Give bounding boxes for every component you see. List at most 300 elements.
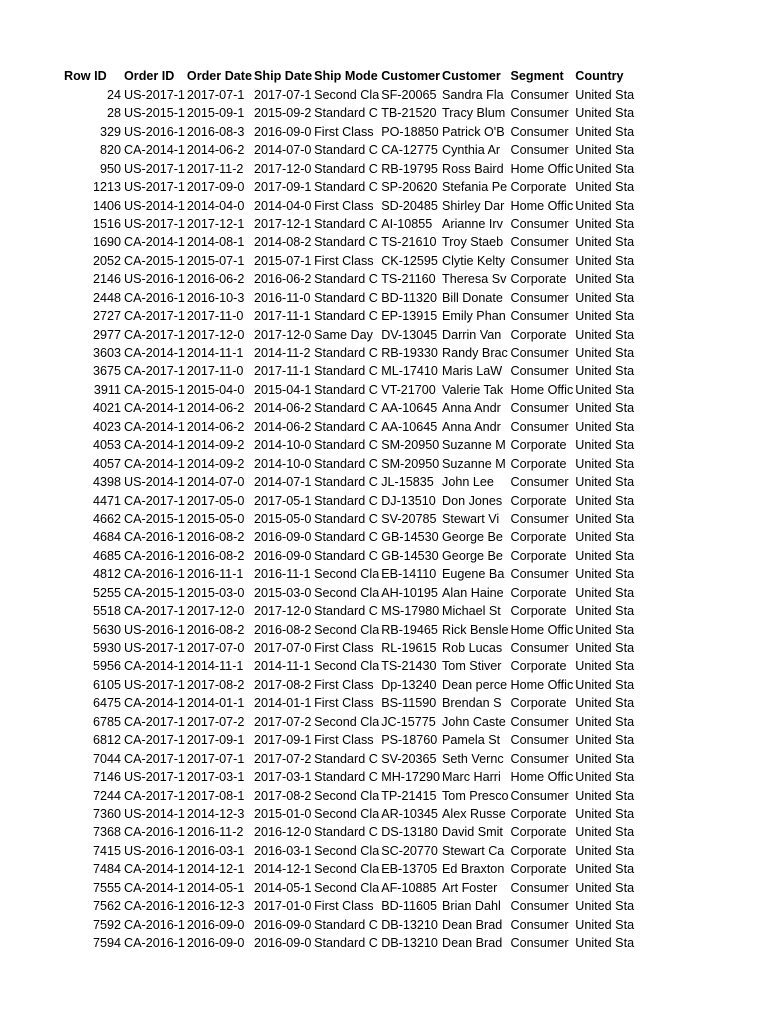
cell-segment[interactable]: Corporate — [510, 604, 567, 619]
cell-customer-id[interactable]: TS-21160 — [381, 272, 436, 287]
cell-ship-mode[interactable]: Second Cla — [314, 880, 380, 895]
cell-segment[interactable]: Consumer — [510, 936, 569, 950]
cell-customer-name[interactable]: Stewart Vi — [442, 511, 500, 526]
cell-order-date[interactable]: 2014-08-1 — [186, 235, 245, 250]
cell-ship-mode[interactable]: First Class — [314, 641, 374, 655]
cell-ship-date[interactable]: 2016-06-2 — [254, 272, 312, 287]
cell-ship-mode[interactable]: Second Cla — [314, 714, 380, 729]
cell-row-id[interactable]: 24 — [106, 87, 121, 102]
cell-ship-date[interactable]: 2014-10-0 — [254, 438, 312, 453]
cell-order-id[interactable]: US-2017-1 — [124, 677, 185, 692]
cell-order-id[interactable]: CA-2017-1 — [124, 327, 185, 342]
cell-row-id[interactable]: 5930 — [92, 641, 121, 655]
cell-country[interactable]: United Sta — [575, 216, 635, 231]
cell-row-id[interactable]: 4812 — [92, 567, 121, 582]
cell-ship-date[interactable]: 2014-07-1 — [254, 475, 312, 490]
cell-order-id[interactable]: US-2017-1 — [124, 161, 185, 176]
cell-customer-id[interactable]: RB-19330 — [381, 346, 438, 360]
cell-ship-mode[interactable]: Standard C — [314, 419, 378, 434]
cell-ship-mode[interactable]: First Class — [314, 124, 374, 139]
cell-order-id[interactable]: CA-2017-1 — [124, 493, 185, 508]
cell-order-date[interactable]: 2014-09-2 — [186, 438, 245, 453]
cell-segment[interactable]: Corporate — [510, 862, 567, 877]
cell-country[interactable]: United Sta — [575, 641, 635, 655]
cell-customer-id[interactable]: TS-21610 — [381, 235, 437, 250]
cell-customer-name[interactable]: Rob Lucas — [442, 641, 503, 655]
cell-customer-id[interactable]: BD-11605 — [381, 899, 437, 914]
cell-order-date[interactable]: 2017-09-1 — [186, 733, 245, 748]
cell-ship-mode[interactable]: Standard C — [314, 401, 378, 416]
cell-order-date[interactable]: 2016-11-2 — [186, 825, 244, 840]
cell-ship-mode[interactable]: Standard C — [314, 180, 378, 195]
cell-ship-date[interactable]: 2016-09-0 — [254, 917, 312, 932]
cell-order-id[interactable]: CA-2016-1 — [124, 899, 185, 914]
cell-ship-mode[interactable]: Standard C — [314, 290, 378, 305]
cell-row-id[interactable]: 4398 — [92, 475, 121, 490]
cell-row-id[interactable]: 4471 — [92, 493, 121, 508]
cell-segment[interactable]: Home Offic — [510, 677, 574, 692]
cell-segment[interactable]: Corporate — [510, 530, 567, 545]
cell-order-date[interactable]: 2016-08-3 — [186, 124, 245, 139]
cell-ship-date[interactable]: 2016-08-2 — [254, 622, 312, 637]
cell-ship-mode[interactable]: Standard C — [314, 917, 378, 932]
cell-order-date[interactable]: 2015-04-0 — [186, 382, 245, 397]
cell-customer-name[interactable]: Tom Presco — [442, 788, 509, 803]
cell-segment[interactable]: Home Offic — [510, 770, 574, 785]
cell-customer-id[interactable]: EB-13705 — [381, 862, 438, 877]
cell-row-id[interactable]: 4053 — [92, 438, 121, 453]
cell-ship-mode[interactable]: Second Cla — [314, 622, 380, 637]
cell-ship-mode[interactable]: Standard C — [314, 475, 378, 490]
cell-country[interactable]: United Sta — [575, 309, 635, 324]
cell-ship-date[interactable]: 2015-07-1 — [254, 253, 312, 268]
cell-country[interactable]: United Sta — [575, 696, 635, 711]
cell-ship-mode[interactable]: Standard C — [314, 216, 378, 231]
cell-customer-name[interactable]: Brian Dahl — [442, 899, 501, 914]
cell-customer-name[interactable]: Alan Haine — [442, 585, 504, 600]
cell-order-id[interactable]: CA-2016-1 — [124, 548, 185, 563]
cell-order-id[interactable]: CA-2017-1 — [124, 788, 185, 803]
cell-order-date[interactable]: 2017-09-0 — [186, 180, 245, 195]
cell-segment[interactable]: Consumer — [510, 917, 569, 932]
cell-row-id[interactable]: 7244 — [92, 788, 121, 803]
cell-customer-name[interactable]: Shirley Dar — [442, 198, 505, 213]
cell-order-id[interactable]: CA-2015-1 — [124, 511, 185, 526]
cell-row-id[interactable]: 7146 — [92, 770, 121, 785]
cell-ship-date[interactable]: 2017-07-0 — [254, 641, 312, 655]
cell-ship-date[interactable]: 2014-10-0 — [254, 456, 312, 471]
cell-segment[interactable]: Corporate — [510, 456, 567, 471]
cell-customer-id[interactable]: JC-15775 — [381, 714, 436, 729]
cell-ship-mode[interactable]: Standard C — [314, 161, 378, 176]
cell-row-id[interactable]: 329 — [99, 124, 121, 139]
cell-order-id[interactable]: CA-2014-1 — [124, 696, 185, 711]
cell-segment[interactable]: Consumer — [510, 87, 569, 102]
cell-order-date[interactable]: 2017-11-2 — [186, 161, 244, 176]
cell-order-date[interactable]: 2014-11-1 — [186, 346, 244, 360]
cell-row-id[interactable]: 7555 — [92, 880, 121, 895]
cell-customer-id[interactable]: SD-20485 — [381, 198, 438, 213]
cell-segment[interactable]: Home Offic — [510, 382, 574, 397]
cell-ship-mode[interactable]: Second Cla — [314, 87, 380, 102]
cell-order-date[interactable]: 2015-05-0 — [186, 511, 245, 526]
cell-order-id[interactable]: CA-2014-1 — [124, 880, 185, 895]
cell-order-date[interactable]: 2014-01-1 — [186, 696, 245, 711]
cell-segment[interactable]: Consumer — [510, 788, 569, 803]
cell-order-date[interactable]: 2017-07-1 — [186, 87, 245, 102]
cell-country[interactable]: United Sta — [575, 346, 635, 360]
cell-order-id[interactable]: US-2017-1 — [124, 770, 185, 785]
cell-row-id[interactable]: 7592 — [92, 917, 121, 932]
cell-ship-date[interactable]: 2017-03-1 — [254, 770, 312, 785]
cell-country[interactable]: United Sta — [575, 530, 635, 545]
cell-ship-date[interactable]: 2017-05-1 — [254, 493, 312, 508]
cell-customer-id[interactable]: SV-20365 — [381, 751, 437, 766]
cell-ship-mode[interactable]: Second Cla — [314, 862, 380, 877]
cell-ship-mode[interactable]: Standard C — [314, 364, 378, 379]
cell-order-id[interactable]: US-2014-1 — [124, 475, 185, 490]
cell-country[interactable]: United Sta — [575, 511, 635, 526]
cell-row-id[interactable]: 7368 — [92, 825, 121, 840]
cell-customer-name[interactable]: Tom Stiver — [442, 659, 502, 674]
cell-order-date[interactable]: 2017-12-0 — [186, 604, 245, 619]
cell-segment[interactable]: Consumer — [510, 511, 569, 526]
cell-customer-id[interactable]: DB-13210 — [381, 936, 438, 950]
cell-order-id[interactable]: CA-2016-1 — [124, 825, 185, 840]
cell-order-id[interactable]: CA-2014-1 — [124, 235, 185, 250]
cell-segment[interactable]: Consumer — [510, 880, 569, 895]
cell-customer-id[interactable]: DB-13210 — [381, 917, 438, 932]
cell-order-date[interactable]: 2016-08-2 — [186, 548, 245, 563]
cell-country[interactable]: United Sta — [575, 272, 635, 287]
cell-ship-date[interactable]: 2016-09-0 — [254, 548, 312, 563]
cell-country[interactable]: United Sta — [575, 143, 635, 158]
cell-ship-mode[interactable]: Standard C — [314, 530, 378, 545]
cell-segment[interactable]: Consumer — [510, 235, 569, 250]
cell-order-id[interactable]: US-2016-1 — [124, 124, 185, 139]
cell-ship-mode[interactable]: Standard C — [314, 936, 378, 950]
cell-row-id[interactable]: 950 — [99, 161, 121, 176]
cell-segment[interactable]: Consumer — [510, 641, 569, 655]
cell-customer-id[interactable]: CK-12595 — [381, 253, 438, 268]
cell-ship-date[interactable]: 2017-12-1 — [254, 216, 312, 231]
cell-country[interactable]: United Sta — [575, 438, 635, 453]
cell-country[interactable]: United Sta — [575, 548, 635, 563]
cell-country[interactable]: United Sta — [575, 880, 635, 895]
cell-ship-mode[interactable]: Second Cla — [314, 567, 380, 582]
cell-segment[interactable]: Consumer — [510, 253, 569, 268]
cell-customer-name[interactable]: Clytie Kelty — [442, 253, 506, 268]
cell-customer-name[interactable]: Suzanne M — [442, 438, 506, 453]
cell-ship-date[interactable]: 2017-07-2 — [254, 714, 312, 729]
cell-customer-name[interactable]: Bill Donate — [442, 290, 503, 305]
cell-ship-mode[interactable]: Standard C — [314, 382, 378, 397]
cell-row-id[interactable]: 4684 — [92, 530, 121, 545]
cell-ship-date[interactable]: 2014-06-2 — [254, 401, 312, 416]
cell-customer-id[interactable]: DS-13180 — [381, 825, 438, 840]
cell-customer-name[interactable]: John Caste — [442, 714, 506, 729]
cell-ship-date[interactable]: 2017-08-2 — [254, 788, 312, 803]
cell-customer-name[interactable]: Theresa Sv — [442, 272, 507, 287]
cell-order-id[interactable]: CA-2014-1 — [124, 659, 185, 674]
cell-row-id[interactable]: 1406 — [92, 198, 121, 213]
cell-order-id[interactable]: CA-2015-1 — [124, 253, 185, 268]
cell-customer-name[interactable]: Sandra Fla — [442, 87, 504, 102]
cell-ship-mode[interactable]: Standard C — [314, 438, 378, 453]
cell-segment[interactable]: Consumer — [510, 364, 569, 379]
cell-country[interactable]: United Sta — [575, 198, 635, 213]
cell-order-date[interactable]: 2017-03-1 — [186, 770, 245, 785]
cell-country[interactable]: United Sta — [575, 936, 635, 950]
cell-order-date[interactable]: 2016-08-2 — [186, 622, 245, 637]
cell-order-date[interactable]: 2014-06-2 — [186, 401, 245, 416]
cell-segment[interactable]: Corporate — [510, 825, 567, 840]
cell-customer-id[interactable]: EB-14110 — [381, 567, 437, 582]
cell-ship-mode[interactable]: First Class — [314, 696, 374, 711]
cell-ship-mode[interactable]: Second Cla — [314, 788, 380, 803]
cell-country[interactable]: United Sta — [575, 327, 635, 342]
cell-segment[interactable]: Consumer — [510, 733, 569, 748]
cell-ship-mode[interactable]: Standard C — [314, 272, 378, 287]
cell-order-id[interactable]: US-2017-1 — [124, 87, 185, 102]
cell-customer-name[interactable]: George Be — [442, 548, 503, 563]
cell-customer-id[interactable]: MS-17980 — [381, 604, 440, 619]
cell-ship-mode[interactable]: First Class — [314, 253, 374, 268]
cell-customer-id[interactable]: VT-21700 — [381, 382, 436, 397]
cell-order-id[interactable]: CA-2014-1 — [124, 346, 185, 360]
cell-order-id[interactable]: CA-2014-1 — [124, 401, 185, 416]
cell-country[interactable]: United Sta — [575, 124, 635, 139]
cell-order-date[interactable]: 2017-07-1 — [186, 751, 245, 766]
cell-row-id[interactable]: 1516 — [92, 216, 121, 231]
cell-ship-date[interactable]: 2016-09-0 — [254, 530, 312, 545]
cell-ship-date[interactable]: 2017-09-1 — [254, 733, 312, 748]
cell-customer-id[interactable]: MH-17290 — [381, 770, 441, 785]
cell-country[interactable]: United Sta — [575, 622, 635, 637]
cell-order-id[interactable]: US-2017-1 — [124, 641, 185, 655]
cell-ship-date[interactable]: 2014-12-1 — [254, 862, 312, 877]
cell-customer-name[interactable]: David Smit — [442, 825, 503, 840]
cell-row-id[interactable]: 6475 — [92, 696, 121, 711]
cell-customer-name[interactable]: Eugene Ba — [442, 567, 505, 582]
cell-segment[interactable]: Corporate — [510, 327, 567, 342]
cell-row-id[interactable]: 3603 — [92, 346, 121, 360]
cell-customer-id[interactable]: BD-11320 — [381, 290, 437, 305]
cell-order-id[interactable]: CA-2016-1 — [124, 290, 185, 305]
cell-ship-date[interactable]: 2016-11-1 — [254, 567, 311, 582]
cell-customer-id[interactable]: RL-19615 — [381, 641, 437, 655]
cell-segment[interactable]: Consumer — [510, 419, 569, 434]
cell-segment[interactable]: Consumer — [510, 106, 569, 121]
cell-ship-mode[interactable]: Standard C — [314, 143, 378, 158]
cell-ship-mode[interactable]: Standard C — [314, 604, 378, 619]
cell-row-id[interactable]: 7044 — [92, 751, 121, 766]
cell-order-id[interactable]: US-2016-1 — [124, 272, 185, 287]
cell-customer-name[interactable]: Dean perce — [442, 677, 508, 692]
cell-customer-id[interactable]: SC-20770 — [381, 843, 438, 858]
cell-customer-id[interactable]: TP-21415 — [381, 788, 437, 803]
cell-customer-name[interactable]: Maris LaW — [442, 364, 503, 379]
cell-order-id[interactable]: CA-2017-1 — [124, 604, 185, 619]
cell-ship-date[interactable]: 2017-11-1 — [254, 309, 311, 324]
cell-row-id[interactable]: 7484 — [92, 862, 121, 877]
cell-segment[interactable]: Corporate — [510, 696, 567, 711]
cell-customer-id[interactable]: ML-17410 — [381, 364, 438, 379]
cell-order-date[interactable]: 2016-09-0 — [186, 936, 245, 950]
cell-order-date[interactable]: 2015-09-1 — [186, 106, 245, 121]
cell-row-id[interactable]: 4685 — [92, 548, 121, 563]
cell-customer-name[interactable]: Darrin Van — [442, 327, 502, 342]
cell-row-id[interactable]: 28 — [106, 106, 121, 121]
cell-ship-mode[interactable]: Standard C — [314, 511, 378, 526]
cell-row-id[interactable]: 7360 — [92, 806, 121, 821]
cell-order-date[interactable]: 2017-11-0 — [186, 309, 244, 324]
cell-country[interactable]: United Sta — [575, 585, 635, 600]
cell-segment[interactable]: Consumer — [510, 309, 569, 324]
cell-ship-date[interactable]: 2017-09-1 — [254, 180, 312, 195]
cell-customer-name[interactable]: Patrick O'B — [442, 124, 505, 139]
cell-ship-date[interactable]: 2016-12-0 — [254, 825, 312, 840]
cell-segment[interactable]: Consumer — [510, 475, 569, 490]
cell-customer-name[interactable]: Rick Bensle — [442, 622, 509, 637]
cell-row-id[interactable]: 4021 — [92, 401, 121, 416]
cell-order-date[interactable]: 2017-08-2 — [186, 677, 245, 692]
cell-country[interactable]: United Sta — [575, 567, 635, 582]
cell-country[interactable]: United Sta — [575, 733, 635, 748]
cell-order-date[interactable]: 2017-05-0 — [186, 493, 245, 508]
cell-segment[interactable]: Consumer — [510, 401, 569, 416]
cell-customer-id[interactable]: JL-15835 — [381, 475, 434, 490]
cell-row-id[interactable]: 1690 — [92, 235, 121, 250]
cell-customer-id[interactable]: SF-20065 — [381, 87, 437, 102]
cell-ship-date[interactable]: 2014-05-1 — [254, 880, 312, 895]
cell-ship-date[interactable]: 2016-03-1 — [254, 843, 312, 858]
cell-segment[interactable]: Corporate — [510, 843, 567, 858]
cell-customer-name[interactable]: Alex Russe — [442, 806, 506, 821]
cell-country[interactable]: United Sta — [575, 456, 635, 471]
cell-customer-name[interactable]: Don Jones — [442, 493, 503, 508]
cell-customer-id[interactable]: SM-20950 — [381, 456, 440, 471]
cell-order-id[interactable]: CA-2014-1 — [124, 143, 185, 158]
cell-segment[interactable]: Consumer — [510, 567, 569, 582]
cell-customer-name[interactable]: Tracy Blum — [442, 106, 506, 121]
cell-order-id[interactable]: CA-2016-1 — [124, 530, 185, 545]
cell-customer-id[interactable]: GB-14530 — [381, 530, 439, 545]
cell-ship-date[interactable]: 2017-12-0 — [254, 161, 312, 176]
cell-order-id[interactable]: US-2014-1 — [124, 198, 185, 213]
cell-row-id[interactable]: 1213 — [92, 180, 121, 195]
cell-order-id[interactable]: US-2016-1 — [124, 622, 185, 637]
cell-row-id[interactable]: 2146 — [92, 272, 121, 287]
cell-order-date[interactable]: 2015-07-1 — [186, 253, 245, 268]
cell-country[interactable]: United Sta — [575, 401, 635, 416]
cell-row-id[interactable]: 2052 — [92, 253, 121, 268]
cell-customer-id[interactable]: AI-10855 — [381, 216, 433, 231]
cell-order-id[interactable]: US-2015-1 — [124, 106, 185, 121]
cell-customer-id[interactable]: GB-14530 — [381, 548, 439, 563]
cell-customer-name[interactable]: Arianne Irv — [442, 216, 503, 231]
cell-ship-date[interactable]: 2017-08-2 — [254, 677, 312, 692]
cell-country[interactable]: United Sta — [575, 604, 635, 619]
cell-ship-date[interactable]: 2014-01-1 — [254, 696, 312, 711]
cell-country[interactable]: United Sta — [575, 235, 635, 250]
cell-row-id[interactable]: 2448 — [92, 290, 121, 305]
cell-order-date[interactable]: 2014-07-0 — [186, 475, 245, 490]
cell-order-date[interactable]: 2016-11-1 — [186, 567, 244, 582]
cell-ship-date[interactable]: 2016-09-0 — [254, 124, 312, 139]
cell-customer-id[interactable]: RB-19795 — [381, 161, 438, 176]
cell-order-id[interactable]: CA-2017-1 — [124, 751, 185, 766]
cell-customer-name[interactable]: Marc Harri — [442, 770, 501, 785]
cell-customer-id[interactable]: TS-21430 — [381, 659, 437, 674]
cell-country[interactable]: United Sta — [575, 87, 635, 102]
cell-ship-mode[interactable]: First Class — [314, 677, 374, 692]
cell-order-id[interactable]: CA-2015-1 — [124, 585, 185, 600]
cell-segment[interactable]: Consumer — [510, 143, 569, 158]
cell-row-id[interactable]: 2977 — [92, 327, 121, 342]
cell-customer-id[interactable]: AF-10885 — [381, 880, 437, 895]
cell-order-date[interactable]: 2014-12-1 — [186, 862, 245, 877]
cell-segment[interactable]: Corporate — [510, 659, 567, 674]
cell-order-id[interactable]: US-2014-1 — [124, 806, 185, 821]
cell-ship-mode[interactable]: Same Day — [314, 327, 373, 342]
cell-country[interactable]: United Sta — [575, 180, 635, 195]
cell-row-id[interactable]: 6785 — [92, 714, 121, 729]
cell-order-id[interactable]: CA-2017-1 — [124, 364, 185, 379]
cell-order-date[interactable]: 2014-05-1 — [186, 880, 245, 895]
cell-segment[interactable]: Home Offic — [510, 198, 574, 213]
cell-ship-date[interactable]: 2015-04-1 — [254, 382, 312, 397]
cell-segment[interactable]: Consumer — [510, 714, 569, 729]
cell-country[interactable]: United Sta — [575, 751, 635, 766]
cell-segment[interactable]: Corporate — [510, 180, 567, 195]
cell-ship-mode[interactable]: First Class — [314, 198, 374, 213]
cell-row-id[interactable]: 5956 — [92, 659, 121, 674]
cell-customer-id[interactable]: AA-10645 — [381, 401, 438, 416]
cell-order-id[interactable]: CA-2014-1 — [124, 456, 185, 471]
cell-customer-name[interactable]: Dean Brad — [442, 917, 503, 932]
cell-row-id[interactable]: 7562 — [92, 899, 121, 914]
cell-customer-name[interactable]: Anna Andr — [442, 401, 501, 416]
cell-customer-id[interactable]: Dp-13240 — [381, 677, 437, 692]
cell-order-date[interactable]: 2016-12-3 — [186, 899, 245, 914]
cell-row-id[interactable]: 5630 — [92, 622, 121, 637]
cell-segment[interactable]: Consumer — [510, 290, 569, 305]
cell-ship-date[interactable]: 2015-05-0 — [254, 511, 312, 526]
cell-customer-id[interactable]: DV-13045 — [381, 327, 438, 342]
cell-country[interactable]: United Sta — [575, 806, 635, 821]
cell-ship-date[interactable]: 2017-07-2 — [254, 751, 312, 766]
cell-row-id[interactable]: 7594 — [92, 936, 121, 950]
cell-ship-mode[interactable]: Standard C — [314, 548, 378, 563]
cell-segment[interactable]: Home Offic — [510, 622, 574, 637]
cell-country[interactable]: United Sta — [575, 899, 635, 914]
cell-order-date[interactable]: 2014-09-2 — [186, 456, 245, 471]
cell-ship-date[interactable]: 2016-11-0 — [254, 290, 311, 305]
cell-country[interactable]: United Sta — [575, 825, 635, 840]
cell-ship-mode[interactable]: Standard C — [314, 346, 378, 360]
cell-customer-id[interactable]: PS-18760 — [381, 733, 438, 748]
cell-customer-id[interactable]: SV-20785 — [381, 511, 437, 526]
cell-customer-id[interactable]: SM-20950 — [381, 438, 440, 453]
cell-ship-date[interactable]: 2015-03-0 — [254, 585, 312, 600]
cell-customer-name[interactable]: Seth Vernc — [442, 751, 504, 766]
cell-country[interactable]: United Sta — [575, 106, 635, 121]
cell-row-id[interactable]: 7415 — [92, 843, 121, 858]
cell-row-id[interactable]: 5518 — [92, 604, 121, 619]
cell-order-id[interactable]: CA-2014-1 — [124, 438, 185, 453]
cell-customer-id[interactable]: TB-21520 — [381, 106, 437, 121]
